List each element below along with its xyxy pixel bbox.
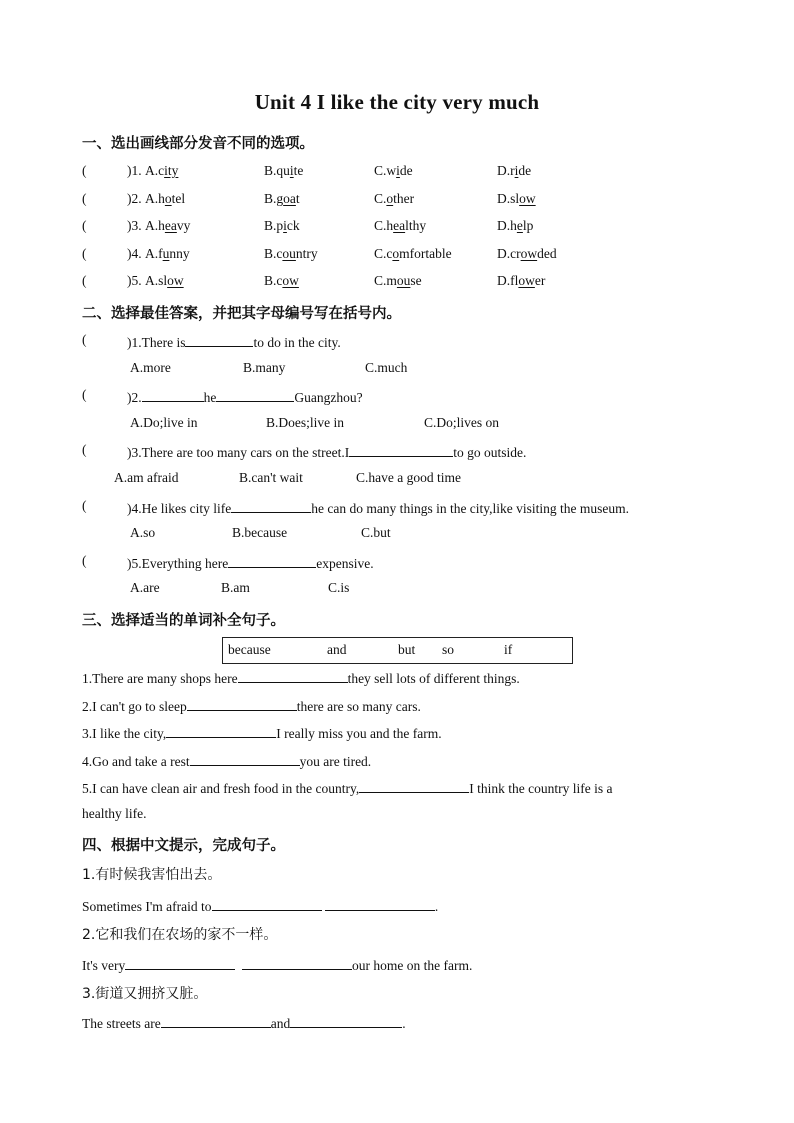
question-number: )3. xyxy=(127,218,142,233)
underlined-letters: ea xyxy=(393,218,406,233)
option-text: fl xyxy=(510,273,519,288)
underlined-letters: ow xyxy=(282,273,299,288)
options-row-2 xyxy=(0,415,794,435)
question-row-1 xyxy=(0,332,794,352)
fill-sentence-1: 1.There are many shops here they sell lots of different things. xyxy=(82,668,520,687)
answer-blank[interactable] xyxy=(228,553,316,568)
pronunciation-row-5 xyxy=(0,273,794,293)
word-bank-word: if xyxy=(504,642,513,657)
question-stem: )3.There are too many cars on the street.I xyxy=(127,445,350,460)
question-stem: )4.He likes city life xyxy=(127,501,232,516)
underlined-letters: o xyxy=(164,191,172,206)
option-text: p xyxy=(276,218,284,233)
option-a xyxy=(145,246,190,262)
option-text: D. xyxy=(497,246,511,261)
option-c: C.much xyxy=(365,360,408,375)
fill-sentence-5-cont: healthy life. xyxy=(82,806,147,821)
section2-heading: 二、选择最佳答案，并把其字母编号写在括号内。 xyxy=(82,306,401,322)
option-text: mfortable xyxy=(399,246,452,261)
option-text: h xyxy=(158,218,165,233)
option-b: B.am xyxy=(221,580,250,595)
option-b xyxy=(264,163,303,179)
option-b: B.many xyxy=(243,360,286,375)
option-b: B.Does;live in xyxy=(266,415,344,430)
option-text: se xyxy=(410,273,422,288)
option-text: D. xyxy=(497,218,511,233)
question-stem: )1.There is xyxy=(127,335,186,350)
underlined-letters: i xyxy=(289,163,294,178)
answer-paren: ( xyxy=(82,218,87,233)
option-c xyxy=(374,218,426,234)
option-a xyxy=(145,163,178,179)
underlined-letters: i xyxy=(283,218,287,233)
option-text: er xyxy=(534,273,546,288)
option-text: A. xyxy=(145,163,159,178)
question-number: )1. xyxy=(127,163,142,178)
option-text: h xyxy=(510,218,517,233)
section3-heading: 三、选择适当的单词补全句子。 xyxy=(82,613,285,629)
option-text: C. xyxy=(374,246,387,261)
option-d xyxy=(497,246,557,262)
answer-blank[interactable] xyxy=(142,387,204,402)
underlined-letters: e xyxy=(516,218,523,233)
answer-blank[interactable] xyxy=(290,1013,402,1028)
question-number: )4. xyxy=(127,246,142,261)
answer-blank[interactable] xyxy=(242,955,352,970)
word-bank-word: so xyxy=(442,642,455,657)
option-a: A.so xyxy=(130,525,156,540)
question-stem-end: he can do many things in the city,like visiting the museum. xyxy=(311,501,630,516)
option-text: r xyxy=(510,163,515,178)
option-c: C.is xyxy=(328,580,350,595)
option-text: A. xyxy=(145,218,159,233)
underlined-letters: ow xyxy=(518,273,535,288)
answer-blank[interactable] xyxy=(231,498,311,513)
pronunciation-row-1 xyxy=(0,163,794,183)
answer-paren: ( xyxy=(82,442,87,457)
options-row-4 xyxy=(0,525,794,545)
option-c: C.Do;lives on xyxy=(424,415,500,430)
option-text: g xyxy=(276,191,284,206)
word-bank-word: but xyxy=(398,642,416,657)
section1-heading: 一、选出画线部分发音不同的选项。 xyxy=(82,136,314,152)
option-text: cr xyxy=(510,246,521,261)
fill-sentence-3: 3.I like the city, I really miss you and the farm. xyxy=(82,723,442,742)
answer-paren: ( xyxy=(82,273,87,288)
answer-blank[interactable] xyxy=(190,751,300,766)
answer-blank[interactable] xyxy=(325,896,435,911)
option-text: ther xyxy=(393,191,415,206)
fill-sentence-4: 4.Go and take a rest you are tired. xyxy=(82,751,371,770)
underlined-letters: ow xyxy=(520,246,538,261)
option-text: t xyxy=(295,191,300,206)
option-text: D. xyxy=(497,163,511,178)
question-stem-end: Guangzhou? xyxy=(294,390,363,405)
underlined-letters: ity xyxy=(164,163,179,178)
underlined-letters: o xyxy=(392,246,400,261)
question-stem: )2. xyxy=(127,390,142,405)
answer-blank[interactable] xyxy=(166,723,276,738)
option-text: de xyxy=(399,163,413,178)
option-b xyxy=(264,246,318,262)
pronunciation-row-2 xyxy=(0,191,794,211)
answer-blank[interactable] xyxy=(212,896,322,911)
answer-blank[interactable] xyxy=(216,387,294,402)
answer-blank[interactable] xyxy=(238,668,348,683)
word-bank-box xyxy=(222,637,573,664)
section4-heading: 四、根据中文提示，完成句子。 xyxy=(82,838,285,854)
option-d xyxy=(497,163,531,179)
question-row-2 xyxy=(0,387,794,407)
underlined-letters: ow xyxy=(167,273,184,288)
word-bank-word: and xyxy=(327,642,347,657)
option-text: c xyxy=(276,273,283,288)
option-c: C.have a good time xyxy=(356,470,461,485)
option-text: w xyxy=(386,163,397,178)
answer-blank[interactable] xyxy=(187,696,297,711)
answer-paren: ( xyxy=(82,191,87,206)
option-text: sl xyxy=(510,191,520,206)
option-c xyxy=(374,163,413,179)
option-b xyxy=(264,218,300,234)
option-text: D. xyxy=(497,273,511,288)
underlined-letters: ea xyxy=(164,218,177,233)
option-text: ck xyxy=(286,218,300,233)
option-a: A.am afraid xyxy=(114,470,179,485)
underlined-letters: o xyxy=(386,191,394,206)
option-text: B. xyxy=(264,191,277,206)
question-stem-end: expensive. xyxy=(316,556,374,571)
option-text: A. xyxy=(145,273,159,288)
option-text: nny xyxy=(169,246,190,261)
option-text: B. xyxy=(264,273,277,288)
option-text: lp xyxy=(522,218,534,233)
option-d xyxy=(497,191,536,207)
answer-blank[interactable] xyxy=(185,332,253,347)
answer-paren: ( xyxy=(82,498,87,513)
underlined-letters: oa xyxy=(283,191,296,206)
option-text: c xyxy=(158,163,165,178)
question-row-4 xyxy=(0,498,794,518)
question-number: )5. xyxy=(127,273,142,288)
question-row-3 xyxy=(0,442,794,462)
option-text: te xyxy=(293,163,304,178)
answer-blank[interactable] xyxy=(349,442,453,457)
option-a: A.are xyxy=(130,580,160,595)
option-b xyxy=(264,191,300,207)
underlined-letters: i xyxy=(396,163,400,178)
pronunciation-row-3 xyxy=(0,218,794,238)
answer-paren: ( xyxy=(82,163,87,178)
option-text: A. xyxy=(145,246,159,261)
option-d xyxy=(497,273,545,289)
answer-blank[interactable] xyxy=(161,1013,271,1028)
translate-sentence-2: It's very our home on the farm. xyxy=(82,955,472,974)
underlined-letters: u xyxy=(162,246,170,261)
option-b: B.because xyxy=(232,525,288,540)
option-text: C. xyxy=(374,163,387,178)
option-text: vy xyxy=(176,218,191,233)
option-text: B. xyxy=(264,218,277,233)
options-row-3 xyxy=(0,470,794,490)
underlined-letters: ou xyxy=(282,246,296,261)
option-a xyxy=(145,273,184,289)
option-a xyxy=(145,191,185,207)
option-text: h xyxy=(158,191,165,206)
option-text: ntry xyxy=(295,246,318,261)
underlined-letters: i xyxy=(514,163,519,178)
option-text: f xyxy=(158,246,163,261)
option-text: ded xyxy=(537,246,557,261)
option-text: tel xyxy=(171,191,186,206)
question-mid: he xyxy=(203,390,217,405)
question-number: )2. xyxy=(127,191,142,206)
option-text: lthy xyxy=(405,218,427,233)
translate-sentence-1: Sometimes I'm afraid to . xyxy=(82,896,438,915)
option-text: qu xyxy=(276,163,290,178)
chinese-prompt-2: 2.它和我们在农场的家不一样。 xyxy=(82,927,278,943)
answer-paren: ( xyxy=(82,246,87,261)
chinese-prompt-3: 3.街道又拥挤又脏。 xyxy=(82,986,208,1002)
answer-paren: ( xyxy=(82,332,87,347)
option-text: c xyxy=(386,246,393,261)
underlined-letters: ow xyxy=(519,191,536,206)
option-c xyxy=(374,246,452,262)
option-c xyxy=(374,191,414,207)
option-d xyxy=(497,218,533,234)
option-text: h xyxy=(386,218,394,233)
option-a: A.Do;live in xyxy=(130,415,198,430)
option-b xyxy=(264,273,299,289)
answer-paren: ( xyxy=(82,387,87,402)
word-bank-word: because xyxy=(228,642,271,657)
option-c xyxy=(374,273,422,289)
pronunciation-row-4 xyxy=(0,246,794,266)
answer-blank[interactable] xyxy=(125,955,235,970)
option-a: A.more xyxy=(130,360,171,375)
question-stem: )5.Everything here xyxy=(127,556,229,571)
fill-sentence-5: 5.I can have clean air and fresh food in the country, I think the country life is a xyxy=(82,778,612,797)
page-title: Unit 4 I like the city very much xyxy=(254,90,540,114)
answer-blank[interactable] xyxy=(359,778,469,793)
option-text: A. xyxy=(145,191,159,206)
chinese-prompt-1: 1.有时候我害怕出去。 xyxy=(82,867,222,883)
option-a xyxy=(145,218,190,234)
option-c: C.but xyxy=(361,525,391,540)
question-stem-end: to do in the city. xyxy=(253,335,341,350)
answer-paren: ( xyxy=(82,553,87,568)
fill-sentence-2: 2.I can't go to sleep there are so many cars. xyxy=(82,696,421,715)
option-b: B.can't wait xyxy=(239,470,303,485)
option-text: m xyxy=(386,273,397,288)
option-text: sl xyxy=(158,273,168,288)
option-text: B. xyxy=(264,246,277,261)
option-text: C. xyxy=(374,273,387,288)
option-text: C. xyxy=(374,191,387,206)
options-row-5 xyxy=(0,580,794,600)
option-text: B. xyxy=(264,163,277,178)
translate-sentence-3: The streets are and . xyxy=(82,1013,406,1032)
option-text: C. xyxy=(374,218,387,233)
question-row-5 xyxy=(0,553,794,573)
option-text: de xyxy=(518,163,532,178)
options-row-1 xyxy=(0,360,794,380)
option-text: c xyxy=(276,246,283,261)
question-stem-end: to go outside. xyxy=(453,445,527,460)
option-text: D. xyxy=(497,191,511,206)
underlined-letters: ou xyxy=(396,273,411,288)
